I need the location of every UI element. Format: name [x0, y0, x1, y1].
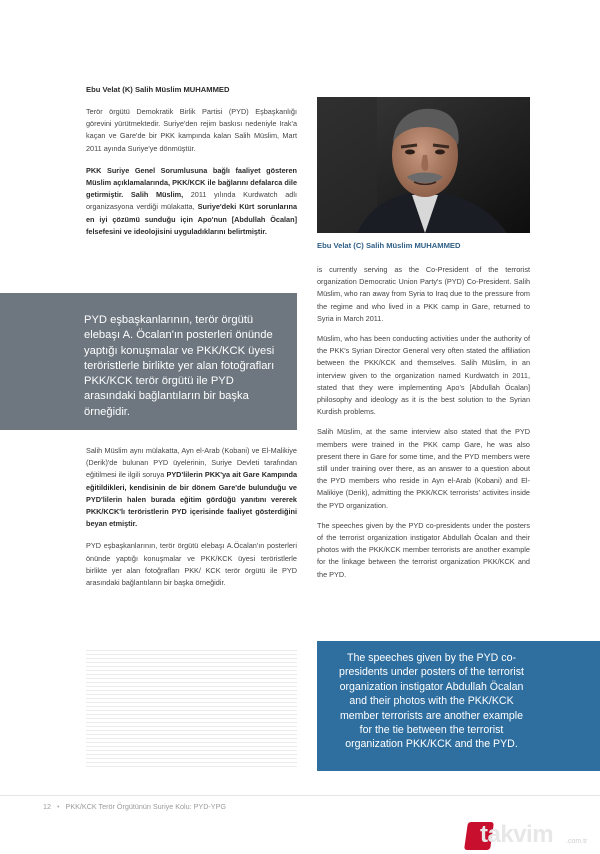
portrait-photo	[317, 97, 530, 233]
photo-caption: Ebu Velat (C) Salih Müslim MUHAMMED	[317, 241, 461, 250]
takvim-watermark	[466, 820, 588, 852]
page-number: 12	[43, 802, 51, 811]
left-column-top	[86, 84, 297, 248]
pull-quote-turkish	[0, 293, 297, 430]
left-column-bottom	[86, 445, 297, 599]
right-paragraph-1: is currently serving as the Co-President of the terrorist organization Democratic Union Party's (PYD) Co-President. Salih Müslim, who ran away from Syria to Iraq due to the pressure from the regime and who lived in a PKK camp in Gare, returned to Syria in March 2011.	[317, 265, 530, 323]
right-paragraph-3: Salih Müslim, at the same interview also stated that the PYD members were trained in the PKK camp Gare, he was also present there in Gare for some time, and the PYD members were still under training over there, as an answer to a question about the PYD members who reside in Ayn el-Arab (Kobani) and El-Malikiye (Derik), admitting the PKK/KCK terrorists' activites inside the PYD organization.	[317, 427, 530, 510]
left-paragraph-1: Terör örgütü Demokratik Birlik Partisi (PYD) Eşbaşkanlığı görevini yürütmektedir. Suriye'den rejim baskısı nedeniyle Irak'a kaçan ve Gare'de bir PKK kampında kalan Salih Müslim, Mart 2011 ayında Suriye'ye dönmüştür.	[86, 107, 297, 153]
portrait-illustration	[317, 97, 530, 233]
left-paragraph-3	[86, 445, 297, 530]
left-p3-normal: Salih Müslim aynı mülakatta, Ayn el-Arab (Kobani) ve El-Malikiye (Derik)'de bulunan PYD üyelerinin, Suriye Devleti tarafından eğitilmesi ile ilgili soruya	[86, 446, 297, 480]
left-heading: Ebu Velat (K) Salih Müslim MUHAMMED	[86, 85, 230, 94]
pull-quote-turkish-text: PYD eşbaşkanlarının, terör örgütü elebaşı A. Öcalan'ın posterleri önünde yaptığı konuşmalar ve PKK/KCK üyesi teröristlerle birlikte yer alan fotoğrafları PKK/KCK terör örgütü ile PYD arasındaki bağlantıların bir başka örneğidir.	[84, 314, 275, 418]
watermark-brand: takvim	[480, 821, 554, 848]
pull-quote-english-text: The speeches given by the PYD co-presidents under posters of the terrorist organization instigator Abdullah Öcalan and their photos with the PKK/KCK member terrorists are another example for the tie between the terrorist organization PKK/KCK and the PYD.	[339, 652, 524, 751]
left-p2-bold: PKK Suriye Genel Sorumlusuna bağlı faaliyet gösteren Müslim açıklamalarında, PKK/KCK ile bağlarını defalarca dile getirmiştir. Salih Müslim,	[86, 165, 297, 200]
left-p2-bold2: Suriye'deki Kürt sorunlarına en iyi çözümü sunduğu için Apo'nun [Abdullah Öcalan] felsefesini ve ideolojisini uyguladıklarını belirtmiştir.	[86, 202, 298, 236]
page-footer	[43, 802, 226, 811]
left-p2-normal: 2011 yılında Kurdwatch adlı organizasyona verdiği mülakatta,	[86, 190, 297, 212]
right-column	[317, 264, 530, 589]
left-paragraph-2	[86, 165, 297, 238]
decorative-hatch	[86, 650, 297, 770]
left-paragraph-4: PYD eşbaşkanlarının, terör örgütü elebaşı A.Öcalan'ın posterleri önünde yaptığı konuşmalar ve PKK/KCK üyesi teröristlerle birlikte yer alan fotoğrafları PKK/ KCK terör örgütü ile PYD arasındaki bağlantıların bir başka örneğidir.	[86, 541, 297, 588]
footer-title: PKK/KCK Terör Örgütünün Suriye Kolu: PYD-YPG	[65, 802, 226, 811]
right-paragraph-2: Müslim, who has been conducting activities under the authority of the PKK's Syrian Director General very often stated the affiliation between the PKK/KCK and themselves. Salih Müslim, in an interview given to the organization named Kurdwatch in 2011, stated that they were implementing Apo's [Abdullah Öcalan] philosophy and ideology as it is the best solution to the Syrian Kurdish problems.	[317, 334, 530, 417]
right-paragraph-4: The speeches given by the PYD co-presidents under the posters of the terrorist organization instigator Abdullah Öcalan and their photos with the PKK/KCK member terrorists are another example for the linkage between the terrorist organization PKK/KCK and the PYD.	[317, 520, 530, 579]
left-p3-bold: PYD'lilerin PKK'ya ait Gare Kampında eğitildikleri, kendisinin de bir dönem Gare'de bulunduğu ve PYD'lilerin halen burada eğitim gördüğü yanıtını vererek PKK/KCK'lı teröristlerin PYD içerisinde faaliyet gösterdiğini beyan etmiştir.	[86, 470, 297, 529]
watermark-suffix: .com.tr	[566, 838, 588, 845]
footer-bullet: •	[57, 802, 60, 811]
footer-divider	[0, 795, 600, 796]
pull-quote-english	[317, 641, 600, 771]
